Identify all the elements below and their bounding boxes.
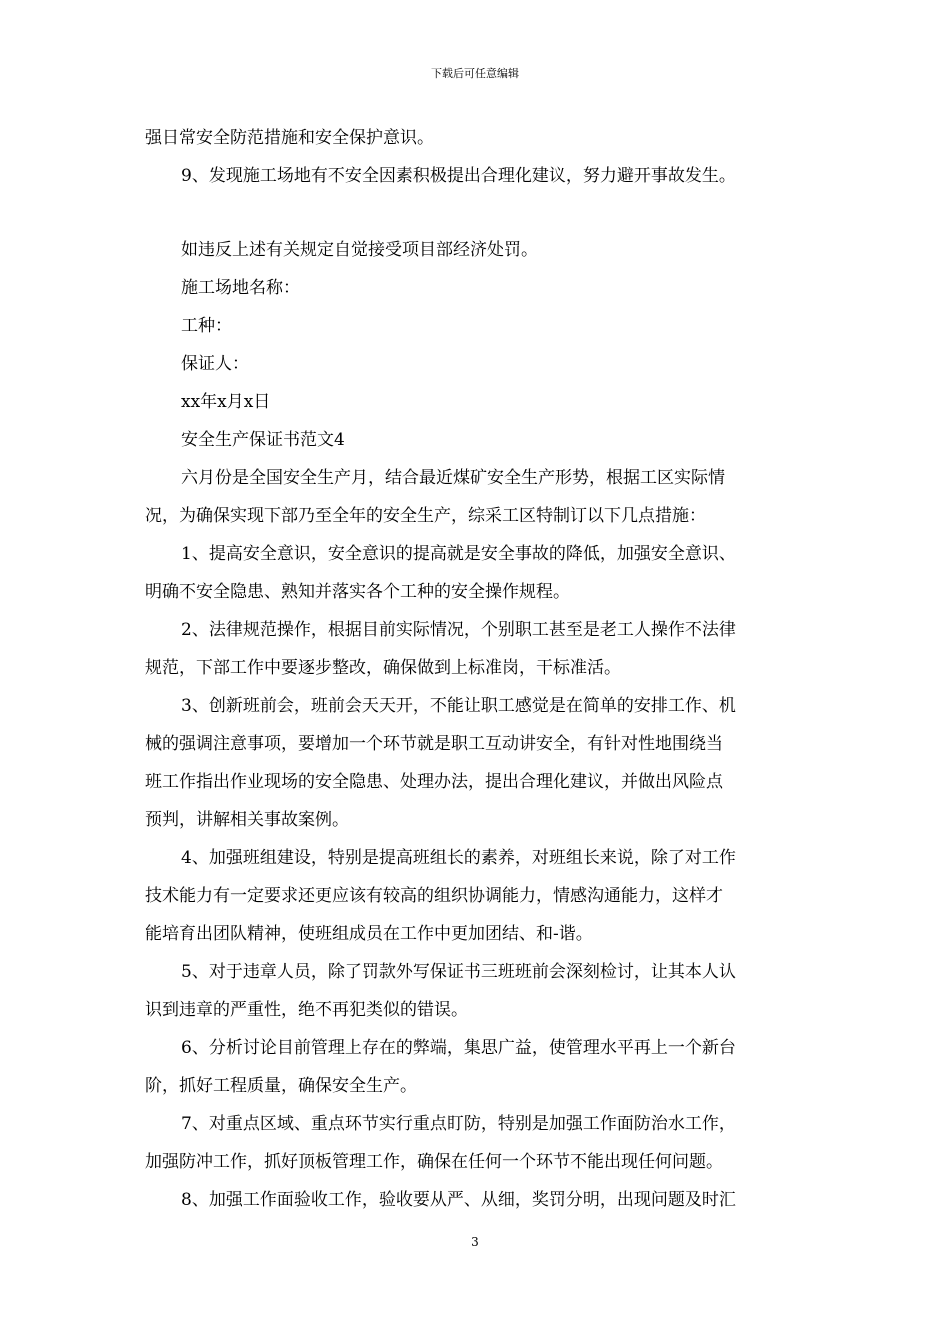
paragraph-line: 1、提高安全意识，安全意识的提高就是安全事故的降低，加强安全意识、	[181, 544, 736, 564]
paragraph-line: 强日常安全防范措施和安全保护意识。	[145, 128, 434, 148]
form-field-label: 保证人：	[181, 354, 249, 374]
paragraph-gap	[145, 195, 805, 231]
paragraph-line: 4、加强班组建设，特别是提高班组长的素养，对班组长来说，除了对工作	[181, 848, 736, 868]
paragraph-line: 预判，讲解相关事故案例。	[145, 810, 349, 830]
paragraph-line: 班工作指出作业现场的安全隐患、处理办法，提出合理化建议，并做出风险点	[145, 772, 723, 792]
paragraph-line: 如违反上述有关规定自觉接受项目部经济处罚。	[181, 240, 538, 260]
section-title: 安全生产保证书范文4	[181, 430, 345, 450]
form-field-label: 施工场地名称：	[181, 278, 300, 298]
paragraph-line: 能培育出团队精神，使班组成员在工作中更加团结、和-谐。	[145, 924, 593, 944]
page-header: 下载后可任意编辑	[431, 67, 519, 80]
paragraph-line: 况，为确保实现下部乃至全年的安全生产，综采工区特制订以下几点措施：	[145, 506, 706, 526]
paragraph-line: 8、加强工作面验收工作，验收要从严、从细，奖罚分明，出现问题及时汇	[181, 1190, 736, 1210]
page-number: 3	[471, 1235, 479, 1249]
paragraph-line: 7、对重点区域、重点环节实行重点盯防，特别是加强工作面防治水工作，	[181, 1114, 736, 1134]
paragraph-line: 3、创新班前会，班前会天天开，不能让职工感觉是在简单的安排工作、机	[181, 696, 736, 716]
paragraph-line: 识到违章的严重性，绝不再犯类似的错误。	[145, 1000, 468, 1020]
paragraph-line: 械的强调注意事项，要增加一个环节就是职工互动讲安全，有针对性地围绕当	[145, 734, 723, 754]
paragraph-line: 明确不安全隐患、熟知并落实各个工种的安全操作规程。	[145, 582, 570, 602]
paragraph-line: 加强防冲工作，抓好顶板管理工作，确保在任何一个环节不能出现任何问题。	[145, 1152, 723, 1172]
paragraph-line: 技术能力有一定要求还更应该有较高的组织协调能力，情感沟通能力，这样才	[145, 886, 723, 906]
form-field-label: 工种：	[181, 316, 232, 336]
paragraph-line: 阶，抓好工程质量，确保安全生产。	[145, 1076, 417, 1096]
date-line: xx年x月x日	[181, 392, 271, 412]
paragraph-line: 2、法律规范操作，根据目前实际情况，个别职工甚至是老工人操作不法律	[181, 620, 736, 640]
paragraph-line: 9、发现施工场地有不安全因素积极提出合理化建议，努力避开事故发生。	[181, 166, 736, 186]
document-body	[145, 119, 805, 1219]
paragraph-line: 5、对于违章人员，除了罚款外写保证书三班班前会深刻检讨，让其本人认	[181, 962, 736, 982]
paragraph-line: 6、分析讨论目前管理上存在的弊端，集思广益，使管理水平再上一个新台	[181, 1038, 736, 1058]
paragraph-line: 规范，下部工作中要逐步整改，确保做到上标准岗，干标准活。	[145, 658, 621, 678]
paragraph-line: 六月份是全国安全生产月，结合最近煤矿安全生产形势，根据工区实际情	[181, 468, 725, 488]
